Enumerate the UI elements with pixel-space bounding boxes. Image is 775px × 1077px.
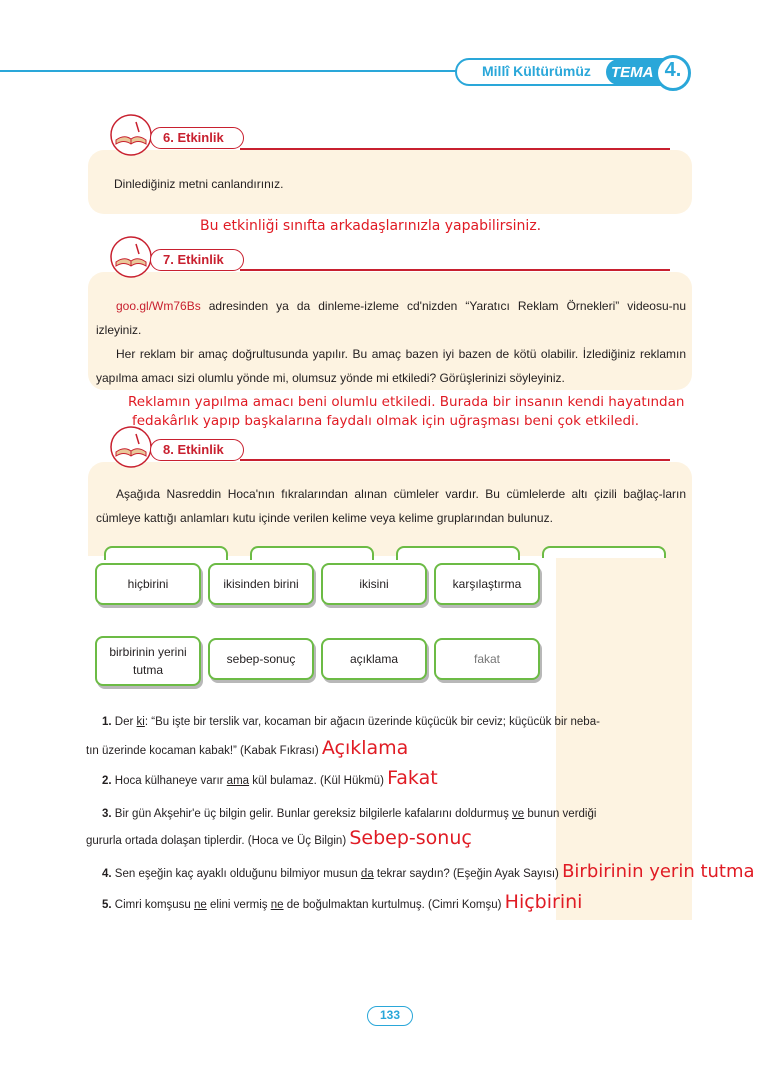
- word-box-top-edge: [542, 546, 666, 558]
- word-box: açıklama: [321, 638, 427, 680]
- header-rule: [0, 70, 470, 72]
- activity7-title: 7. Etkinlik: [150, 249, 244, 271]
- question-1-line1: 1. Der ki: “Bu işte bir terslik var, kocaman bir ağacın üzerinde küçücük bir ceviz; küçücük bir neba-: [102, 716, 600, 728]
- header-title: Millî Kültürümüz: [482, 63, 591, 79]
- tema-number: 4.: [664, 59, 682, 81]
- answer-5: Hiçbirini: [504, 891, 583, 913]
- open-book-icon: [108, 426, 154, 468]
- conjunction: ama: [226, 775, 250, 787]
- conjunction: ve: [512, 808, 525, 820]
- question-5: 5. Cimri komşusu ne elini vermiş ne de boğulmaktan kurtulmuş. (Cimri Komşu) Hiçbirini: [102, 891, 583, 913]
- word-box: sebep-sonuç: [208, 638, 314, 680]
- activity7-paragraph1: [96, 294, 686, 342]
- word-box: birbirinin yerini tutma: [95, 636, 201, 686]
- answer-2: Fakat: [387, 767, 438, 789]
- question-3-line1: 3. Bir gün Akşehir'e üç bilgin gelir. Bunlar gereksiz bilgilerle kafalarını doldurmuş ve bunun verdiği: [102, 808, 597, 820]
- activity8-rule: [240, 459, 670, 461]
- word-box: ikisini: [321, 563, 427, 605]
- word-box: ikisinden birini: [208, 563, 314, 605]
- word-box-top-edge: [104, 546, 228, 560]
- word-box-top-edge: [250, 546, 374, 560]
- question-3-line2: gururla ortada dolaşan tiplerdir. (Hoca ve Üç Bilgin) Sebep-sonuç: [86, 827, 472, 849]
- conjunction: ne: [270, 899, 284, 911]
- activity7-paragraph1-text: adresinden ya da dinleme-izleme cd'nizden “Yaratıcı Reklam Örnekleri” videosu-nu izleyiniz.: [96, 299, 686, 337]
- activity7-rule: [240, 269, 670, 271]
- activity6-handwritten-note: Bu etkinliği sınıfta arkadaşlarınızla yapabilirsiniz.: [200, 218, 542, 234]
- page-number: 133: [367, 1006, 413, 1026]
- question-4: 4. Sen eşeğin kaç ayaklı olduğunu bilmiyor musun da tekrar saydın? (Eşeğin Ayak Sayısı) Birbirinin yerin tutma: [102, 861, 755, 882]
- activity6-instruction: Dinlediğiniz metni canlandırınız.: [114, 177, 284, 191]
- activity7-handwritten-line1: Reklamın yapılma amacı beni olumlu etkiledi. Burada bir insanın kendi hayatından: [128, 394, 685, 410]
- word-box: karşılaştırma: [434, 563, 540, 605]
- conjunction: ki: [136, 716, 145, 728]
- tema-label: TEMA: [611, 64, 654, 81]
- word-box-top-edge: [396, 546, 520, 560]
- activity8-title: 8. Etkinlik: [150, 439, 244, 461]
- answer-1: Açıklama: [321, 737, 409, 759]
- open-book-icon: [108, 236, 154, 278]
- activity8-instruction: Aşağıda Nasreddin Hoca'nın fıkralarından alınan cümleler vardır. Bu cümlelerde altı çizili bağlaç-ların cümleye kattığı anlamları kutu içinde verilen kelime veya kelime gruplarından bulunuz.: [96, 487, 686, 525]
- activity6-rule: [240, 148, 670, 150]
- activity6-title: 6. Etkinlik: [150, 127, 244, 149]
- word-box: hiçbirini: [95, 563, 201, 605]
- open-book-icon: [108, 114, 154, 156]
- question-1-line2: tın üzerinde kocaman kabak!” (Kabak Fıkrası) Açıklama: [86, 737, 409, 759]
- conjunction: da: [360, 868, 374, 880]
- activity7-handwritten-line2: fedakârlık yapıp başkalarına faydalı olmak için uğraşması beni çok etkiledi.: [132, 413, 640, 429]
- video-link[interactable]: goo.gl/Wm76Bs: [116, 299, 201, 313]
- question-2: 2. Hoca külhaneye varır ama kül bulamaz. (Kül Hükmü) Fakat: [102, 767, 438, 789]
- answer-4: Birbirinin yerin tutma: [562, 861, 755, 882]
- word-box: fakat: [434, 638, 540, 680]
- conjunction: ne: [194, 899, 207, 911]
- answer-3: Sebep-sonuç: [349, 827, 472, 849]
- activity7-paragraph2: Her reklam bir amaç doğrultusunda yapılır. Bu amaç bazen iyi bazen de kötü olabilir. İzlediğiniz reklamın yapılma amacı sizi olumlu yönde mi, olumsuz yönde mi etkiledi? Görüşlerinizi söyleyiniz.: [96, 347, 686, 385]
